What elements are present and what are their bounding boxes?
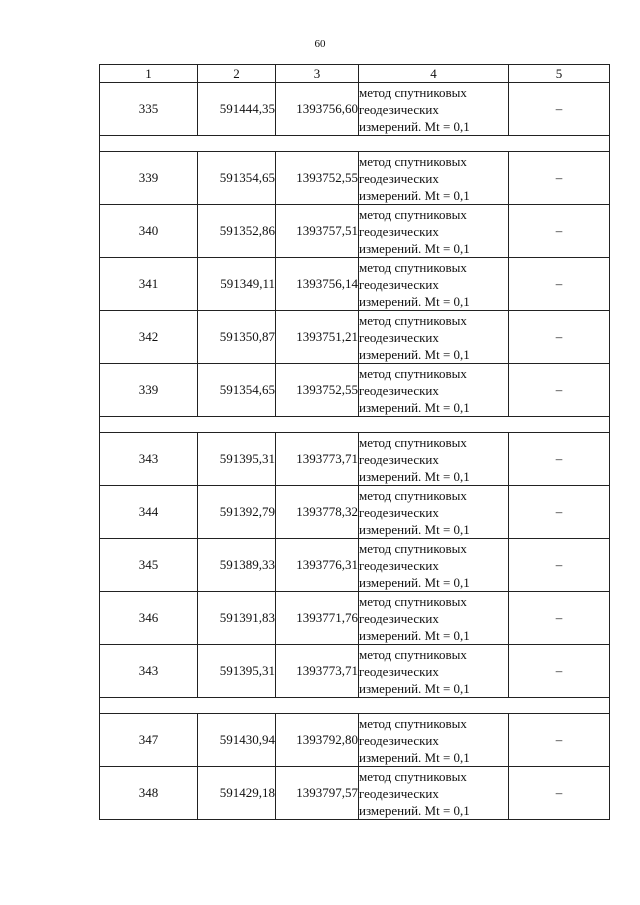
table-row (100, 539, 610, 592)
method-line: геодезических (359, 663, 439, 679)
point-number-cell: 341 (100, 258, 198, 311)
method-line: измерений. Mt = 0,1 (359, 627, 470, 643)
method-cell (359, 364, 509, 417)
separator-cell (100, 417, 610, 433)
y-coordinate-cell: 1393752,55 (276, 152, 359, 205)
note-cell: – (509, 767, 610, 820)
method-cell (359, 205, 509, 258)
table-row (100, 258, 610, 311)
column-header-4: 4 (359, 65, 509, 83)
separator-row (100, 136, 610, 152)
separator-cell (100, 136, 610, 152)
method-line: геодезических (359, 101, 439, 117)
table-body (100, 83, 610, 820)
method-line: геодезических (359, 276, 439, 292)
point-number-cell: 342 (100, 311, 198, 364)
table-header (100, 65, 610, 83)
table-row (100, 83, 610, 136)
x-coordinate-cell: 591391,83 (198, 592, 276, 645)
point-number-cell: 345 (100, 539, 198, 592)
x-coordinate-cell: 591389,33 (198, 539, 276, 592)
method-line: измерений. Mt = 0,1 (359, 521, 470, 537)
y-coordinate-cell: 1393771,76 (276, 592, 359, 645)
method-line: метод спутниковых (359, 768, 467, 784)
separator-row (100, 698, 610, 714)
method-line: метод спутниковых (359, 259, 467, 275)
point-number-cell: 346 (100, 592, 198, 645)
method-line: измерений. Mt = 0,1 (359, 293, 470, 309)
column-header-1: 1 (100, 65, 198, 83)
method-line: измерений. Mt = 0,1 (359, 680, 470, 696)
column-header-2: 2 (198, 65, 276, 83)
point-number-cell: 343 (100, 433, 198, 486)
method-line: измерений. Mt = 0,1 (359, 399, 470, 415)
method-line: измерений. Mt = 0,1 (359, 118, 470, 134)
method-cell (359, 539, 509, 592)
point-number-cell: 339 (100, 364, 198, 417)
note-cell: – (509, 645, 610, 698)
method-line: метод спутниковых (359, 715, 467, 731)
method-line: геодезических (359, 451, 439, 467)
x-coordinate-cell: 591392,79 (198, 486, 276, 539)
method-line: метод спутниковых (359, 206, 467, 222)
y-coordinate-cell: 1393752,55 (276, 364, 359, 417)
note-cell: – (509, 714, 610, 767)
separator-row (100, 417, 610, 433)
table-row (100, 714, 610, 767)
method-cell (359, 714, 509, 767)
point-number-cell: 339 (100, 152, 198, 205)
method-line: геодезических (359, 223, 439, 239)
method-line: измерений. Mt = 0,1 (359, 187, 470, 203)
y-coordinate-cell: 1393757,51 (276, 205, 359, 258)
y-coordinate-cell: 1393776,31 (276, 539, 359, 592)
note-cell: – (509, 486, 610, 539)
table-row (100, 152, 610, 205)
method-line: геодезических (359, 785, 439, 801)
x-coordinate-cell: 591395,31 (198, 433, 276, 486)
note-cell: – (509, 364, 610, 417)
method-line: метод спутниковых (359, 646, 467, 662)
y-coordinate-cell: 1393773,71 (276, 433, 359, 486)
x-coordinate-cell: 591395,31 (198, 645, 276, 698)
method-cell (359, 486, 509, 539)
x-coordinate-cell: 591430,94 (198, 714, 276, 767)
method-line: геодезических (359, 382, 439, 398)
x-coordinate-cell: 591349,11 (198, 258, 276, 311)
table-row (100, 433, 610, 486)
method-line: геодезических (359, 610, 439, 626)
x-coordinate-cell: 591354,65 (198, 152, 276, 205)
method-line: измерений. Mt = 0,1 (359, 802, 470, 818)
method-line: геодезических (359, 557, 439, 573)
method-cell (359, 152, 509, 205)
method-line: геодезических (359, 170, 439, 186)
y-coordinate-cell: 1393778,32 (276, 486, 359, 539)
note-cell: – (509, 433, 610, 486)
column-header-3: 3 (276, 65, 359, 83)
column-header-5: 5 (509, 65, 610, 83)
table-row (100, 767, 610, 820)
method-line: метод спутниковых (359, 434, 467, 450)
y-coordinate-cell: 1393797,57 (276, 767, 359, 820)
table-row (100, 205, 610, 258)
method-line: измерений. Mt = 0,1 (359, 749, 470, 765)
header-row (100, 65, 610, 83)
y-coordinate-cell: 1393792,80 (276, 714, 359, 767)
x-coordinate-cell: 591444,35 (198, 83, 276, 136)
note-cell: – (509, 258, 610, 311)
method-cell (359, 767, 509, 820)
note-cell: – (509, 539, 610, 592)
method-cell (359, 311, 509, 364)
note-cell: – (509, 83, 610, 136)
method-line: измерений. Mt = 0,1 (359, 346, 470, 362)
method-line: геодезических (359, 732, 439, 748)
method-line: геодезических (359, 329, 439, 345)
method-line: метод спутниковых (359, 540, 467, 556)
table-row (100, 311, 610, 364)
method-line: метод спутниковых (359, 593, 467, 609)
method-cell (359, 645, 509, 698)
y-coordinate-cell: 1393751,21 (276, 311, 359, 364)
table-row (100, 645, 610, 698)
point-number-cell: 348 (100, 767, 198, 820)
point-number-cell: 340 (100, 205, 198, 258)
method-cell (359, 83, 509, 136)
note-cell: – (509, 205, 610, 258)
method-cell (359, 433, 509, 486)
point-number-cell: 344 (100, 486, 198, 539)
method-cell (359, 592, 509, 645)
method-line: метод спутниковых (359, 153, 467, 169)
x-coordinate-cell: 591352,86 (198, 205, 276, 258)
method-line: метод спутниковых (359, 312, 467, 328)
point-number-cell: 343 (100, 645, 198, 698)
y-coordinate-cell: 1393756,14 (276, 258, 359, 311)
method-cell (359, 258, 509, 311)
page-number: 60 (314, 38, 326, 50)
table-row (100, 364, 610, 417)
table-row (100, 592, 610, 645)
method-line: метод спутниковых (359, 365, 467, 381)
x-coordinate-cell: 591429,18 (198, 767, 276, 820)
method-line: измерений. Mt = 0,1 (359, 240, 470, 256)
y-coordinate-cell: 1393756,60 (276, 83, 359, 136)
y-coordinate-cell: 1393773,71 (276, 645, 359, 698)
coordinates-table (99, 64, 610, 820)
note-cell: – (509, 311, 610, 364)
point-number-cell: 347 (100, 714, 198, 767)
separator-cell (100, 698, 610, 714)
x-coordinate-cell: 591354,65 (198, 364, 276, 417)
point-number-cell: 335 (100, 83, 198, 136)
method-line: метод спутниковых (359, 84, 467, 100)
note-cell: – (509, 592, 610, 645)
method-line: измерений. Mt = 0,1 (359, 468, 470, 484)
method-line: геодезических (359, 504, 439, 520)
x-coordinate-cell: 591350,87 (198, 311, 276, 364)
note-cell: – (509, 152, 610, 205)
method-line: метод спутниковых (359, 487, 467, 503)
table-row (100, 486, 610, 539)
method-line: измерений. Mt = 0,1 (359, 574, 470, 590)
